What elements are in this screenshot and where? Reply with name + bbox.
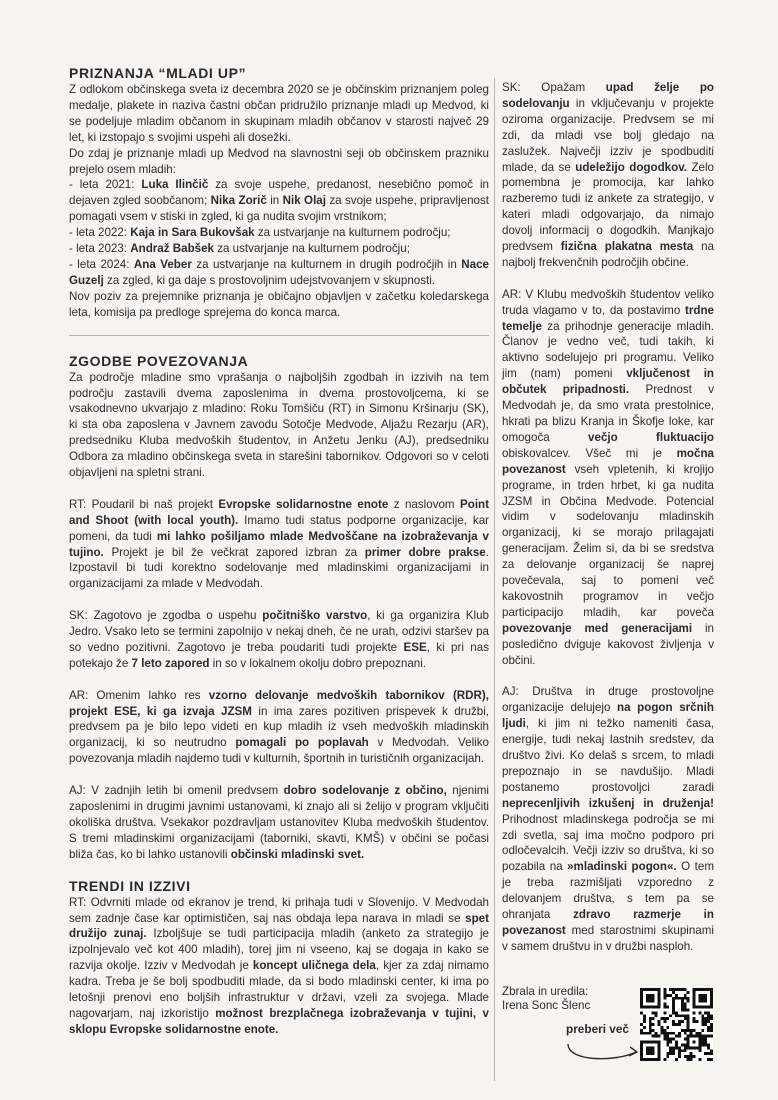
credit-name: Irena Sonc Šlenc bbox=[502, 999, 591, 1012]
section-divider bbox=[69, 335, 489, 336]
right-column bbox=[502, 80, 714, 955]
zgodbe-intro: Za področje mladine smo vprašanja o najboljših zgodbah in izzivih na tem področju zastavili dvema zaposlenima in dvema prostovoljcema, ki se vsakodnevno ukvarjajo z mladino: Roku Tomšiču (RT) in Simonu Kršinarju (SK), ki sta oba zaposlena v Javnem zavodu Sotočje Medvode, Aljažu Rezarju (AR), predsedniku Kluba medvoških študentov, in Anžetu Jenku (AJ), predsedniku Odbora za mladino občinskega sveta in starešini tabornikov. Odgovori so v celoti objavljeni na spletni strani. bbox=[69, 370, 489, 480]
zgodbe-rt-answer: RT: Poudaril bi naš projekt Evropske solidarnostne enote z naslovom Point and Shoot (with local youth). Imamo tudi status podporne organizacije, kar pomeni, da tudi mi lahko pošiljamo mlade Medvoščane na izobraževanja v tujino. Projekt je bil že večkrat zapored izbran za primer dobre prakse. Izpostavil bi tudi korektno sodelovanje med mladinskimi organizacijami in organizacijami za mlade v Medvodah. bbox=[69, 497, 490, 591]
left-column bbox=[69, 64, 489, 1038]
award-recipients-list bbox=[69, 177, 489, 288]
zgodbe-aj-answer: AJ: V zadnjih letih bi omenil predvsem dobro sodelovanje z občino, njenimi zaposlenimi in drugimi javnimi ustanovami, ki znajo ali si želijo v program vključiti okoliška društva. Vsekakor pozdravljam ustanovitev Kluba medvoških študentov. S tremi mladinskimi organizacijami (taborniki, skavti, KMŠ) v občini se počasi bliža čas, ko bi lahko ustanovili občinski mladinski svet. bbox=[69, 784, 490, 861]
priznanja-paragraph-2: Do zdaj je priznanje mladi up Medvod na slavnostni seji ob občinskem prazniku prejelo osem mladih: bbox=[69, 146, 489, 176]
zgodbe-ar-answer: AR: Omenim lahko res vzorno delovanje medvoških tabornikov (RDR), projekt ESE, ki ga izvaja JZSM in ima zares pozitiven prispevek k družbi, predvsem pa je bilo lepo videti en kup mladih iz vseh medvoških mladinskih organizacij, ki so neutrudno pomagali po poplavah v Medvodah. Veliko povezovanja mladih najdemo tudi v kulturnih, športnih in turističnih organizacijah. bbox=[69, 688, 490, 766]
trendi-aj-answer: AJ: Društva in druge prostovoljne organizacije delujejo na pogon srčnih ljudi, ki jim ni težko nameniti časa, energije, tudi nekaj lastnih sredstev, da društvo živi. Ko delaš s srcem, to mladi prepoznajo in se navdušijo. Mladi postanemo prostovoljci zaradi neprecenljivih izkušenj in druženja! Prihodnost mladinskega področja se mi zdi svetla, saj ima močno podporo pri odločevalcih. Večji izziv so društva, ki so pozabila na »mladinski pogon«. O tem je treba razmišljati vzporedno z delovanjem društva, s tem pa se ohranjata zdravo razmerje in povezanost med starostnimi skupinami v samem društvu in v družbi nasploh. bbox=[502, 685, 714, 953]
list-item: - leta 2021: Luka Ilinčič za svoje uspehe, predanost, nesebično pomoč in dejaven zgled soobčanom; Nika Zorič in Nik Olaj za svoje uspehe, pripravljenost pomagati vsem v stiski in zgled, ki ga nudita svojim vrstnikom; bbox=[69, 178, 490, 224]
list-item: - leta 2023: Andraž Babšek za ustvarjanje na kulturnem področju; bbox=[69, 242, 410, 256]
curved-arrow-icon bbox=[566, 1032, 646, 1066]
credit-label: Zbrala in uredila: bbox=[502, 985, 589, 998]
column-divider bbox=[494, 78, 495, 1081]
priznanja-paragraph-3: Nov poziv za prejemnike priznanja je običajno objavljen v začetku koledarskega leta, komisija pa predloge sprejema do konca marca. bbox=[69, 289, 489, 319]
section-title-zgodbe: ZGODBE POVEZOVANJA bbox=[69, 352, 249, 369]
trendi-sk-answer: SK: Opažam upad želje po sodelovanju in vključevanju v projekte oziroma organizacije. Predvsem se mi zdi, da mladi vse bolj gledajo na zaslužek. Največji izziv je spodbuditi mlade, da se udeležijo dogodkov. Zelo pomembna je promocija, kar lahko razberemo tudi iz ankete za strategijo, v kateri mladi odgovarjajo, da nimajo dovolj informacij o dogodkih. Manjkajo predvsem fizična plakatna mesta na najbolj frekvenčnih področjih občine. bbox=[502, 81, 715, 269]
read-more-link[interactable]: preberi več bbox=[566, 1022, 629, 1036]
trendi-rt-answer: RT: Odvrniti mlade od ekranov je trend, ki prihaja tudi v Slovenijo. V Medvodah sem zadnje čase kar optimističen, saj nas obdaja lepa narava in mladi se spet družijo zunaj. Izboljšuje se tudi participacija mladih (anketo za strategijo je izpolnjevalo več kot 400 mladih), torej jim ni vseeno, kaj se dogaja in kako se razvija okolje. Izziv v Medvodah je koncept uličnega dela, kjer za zdaj nimamo kadra. Treba je še bolj spodbuditi mlade, da si bodo mladinski center, ki ima po letošnji prenovi eno boljših infrastruktur v državi, vzeli za svojega. Mlade nagovarjam, naj izkoristijo možnost brezplačnega izobraževanja v tujini, v sklopu Evropske solidarnostne enote. bbox=[69, 895, 490, 1036]
trendi-ar-answer: AR: V Klubu medvoških študentov veliko truda vlagamo v to, da postavimo trdne temelje za prihodnje generacije mladih. Članov je vedno več, tudi takih, ki aktivno sodelujejo pri programu. Veliko jim (nam) pomeni vključenost in občutek pripadnosti. Prednost v Medvodah je, da smo vrata prestolnice, hkrati pa blizu Kranja in Škofje loke, kar omogoča večjo fluktuacijo obiskovalcev. Všeč mi je močna povezanost vseh vpletenih, ki krojijo programe, in trden hrbet, ki ga nudita JZSM in Občina Medvode. Potencial vidim v sodelovanju mladinskih organizacij, ki se morajo prilagajati generacijam. Želim si, da bi se sredstva za delovanje organizacij še naprej povečevala, saj to pomeni več kakovostnih programov in večjo participacijo mladih, kar poveča povezovanje med generacijami in posledično dviguje kakovost življenja v občini. bbox=[502, 287, 715, 667]
zgodbe-sk-answer: SK: Zagotovo je zgodba o uspehu počitniško varstvo, ki ga organizira Klub Jedro. Vsako leto se termini zapolnijo v nekaj dneh, če ne urah, odzivi staršev pa so vedno pozitivni. Zagotovo je treba poudariti tudi projekte ESE, ki pri nas potekajo že 7 leto zapored in so v lokalnem okolju dobro prepoznani. bbox=[69, 609, 489, 670]
list-item: - leta 2022: Kaja in Sara Bukovšak za ustvarjanje na kulturnem področju; bbox=[69, 226, 451, 240]
priznanja-paragraph-1: Z odlokom občinskega sveta iz decembra 2020 se je občinskim priznanjem poleg medalje, plakete in naziva častni občan pridružilo priznanje mladi up Medvod, ki se podeljuje mladim občanom in skupinam mladih občanov v starosti največ 29 let, ki izstopajo s svojimi uspehi ali dosežki. bbox=[69, 83, 489, 144]
list-item: - leta 2024: Ana Veber za ustvarjanje na kulturnem in drugih področjih in Nace Guzelj za zgled, ki ga daje s prostovoljnim udejstvovanjem v skupnosti. bbox=[69, 257, 489, 287]
section-title-trendi: TRENDI IN IZZIVI bbox=[69, 877, 191, 894]
section-title-priznanja: PRIZNANJA “MLADI UP” bbox=[69, 65, 247, 81]
qr-code-icon[interactable] bbox=[640, 988, 713, 1061]
